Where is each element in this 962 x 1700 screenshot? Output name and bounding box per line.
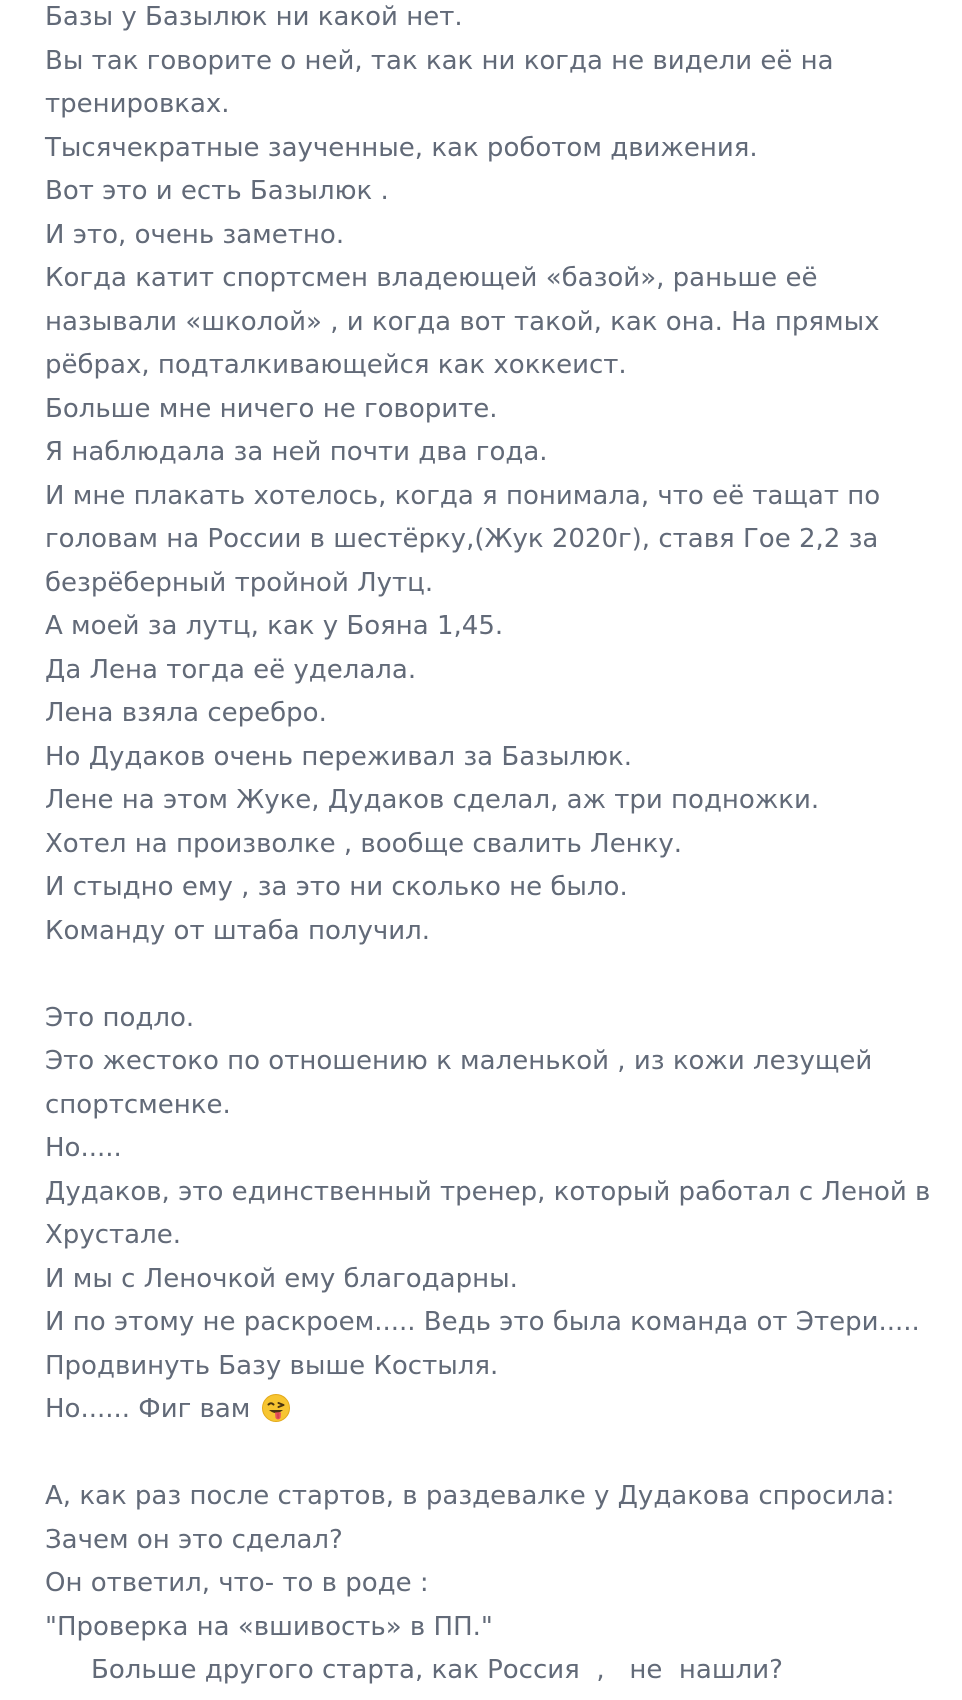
text-line: Это подло. bbox=[45, 1002, 195, 1033]
text-line: Но...... Фиг вам bbox=[45, 1394, 251, 1424]
text-line: Лена взяла серебро. bbox=[45, 698, 327, 728]
text-line: И мы с Леночкой ему благодарны. bbox=[45, 1263, 518, 1294]
text-line: Дудаков, это единственный тренер, который работал с Леной в bbox=[45, 1176, 931, 1207]
text-line: "Проверка на «вшивость» в ПП." bbox=[45, 1611, 493, 1642]
text-line: Базы у Базылюк ни какой нет. bbox=[45, 2, 463, 32]
text-line: Но Дудаков очень переживал за Базылюк. bbox=[45, 741, 632, 772]
text-line: И это, очень заметно. bbox=[45, 219, 345, 250]
text-line: А, как раз после стартов, в раздевалке у Дудакова спросила: bbox=[45, 1481, 895, 1511]
text-line: Больше другого старта, как Россия , не нашли? bbox=[91, 1655, 783, 1685]
text-line: тренировках. bbox=[45, 89, 230, 119]
text-line: И стыдно ему , за это ни сколько не было. bbox=[45, 872, 628, 902]
winking-face-with-tongue-icon bbox=[261, 1393, 291, 1438]
text-line: рёбрах, подталкивающейся как хоккеист. bbox=[45, 350, 627, 380]
text-line: Он ответил, что- то в роде : bbox=[45, 1568, 429, 1598]
text-line: Хрустале. bbox=[45, 1220, 181, 1250]
text-line: Да Лена тогда её уделала. bbox=[45, 654, 417, 685]
text-line: называли «школой» , и когда вот такой, как она. На прямых bbox=[45, 306, 880, 337]
text-line-with-emoji bbox=[45, 1388, 950, 1432]
post-body bbox=[45, 0, 950, 1697]
text-line: Но..... bbox=[45, 1133, 122, 1163]
text-line: Команду от штаба получил. bbox=[45, 915, 431, 946]
text-line: Больше мне ничего не говорите. bbox=[45, 393, 498, 424]
text-line: И мне плакать хотелось, когда я понимала, что её тащат по bbox=[45, 480, 881, 511]
text-line: Лене на этом Жуке, Дудаков сделал, аж три подножки. bbox=[45, 785, 820, 815]
blank-line bbox=[45, 1432, 950, 1476]
text-line: Когда катит спортсмен владеющей «базой», раньше её bbox=[45, 263, 818, 293]
text-line: Вы так говорите о ней, так как ни когда не видели её на bbox=[45, 45, 834, 76]
blank-line bbox=[45, 953, 950, 997]
text-line: Я наблюдала за ней почти два года. bbox=[45, 437, 548, 467]
text-line: Продвинуть Базу выше Костыля. bbox=[45, 1350, 499, 1381]
text-line: безрёберный тройной Лутц. bbox=[45, 567, 434, 598]
text-line: А моей за лутц, как у Бояна 1,45. bbox=[45, 611, 504, 641]
text-line: Зачем он это сделал? bbox=[45, 1524, 343, 1555]
text-line: Хотел на произволке , вообще свалить Ленку. bbox=[45, 828, 683, 859]
text-line: головам на России в шестёрку,(Жук 2020г), ставя Гое 2,2 за bbox=[45, 524, 879, 554]
text-line: Это жестоко по отношению к маленькой , из кожи лезущей bbox=[45, 1046, 873, 1076]
text-line: Вот это и есть Базылюк . bbox=[45, 176, 389, 206]
text-line: Тысячекратные заученные, как роботом движения. bbox=[45, 132, 758, 163]
text-line: спортсменке. bbox=[45, 1089, 231, 1120]
text-line: И по этому не раскроем..... Ведь это была команда от Этери..... bbox=[45, 1307, 920, 1337]
